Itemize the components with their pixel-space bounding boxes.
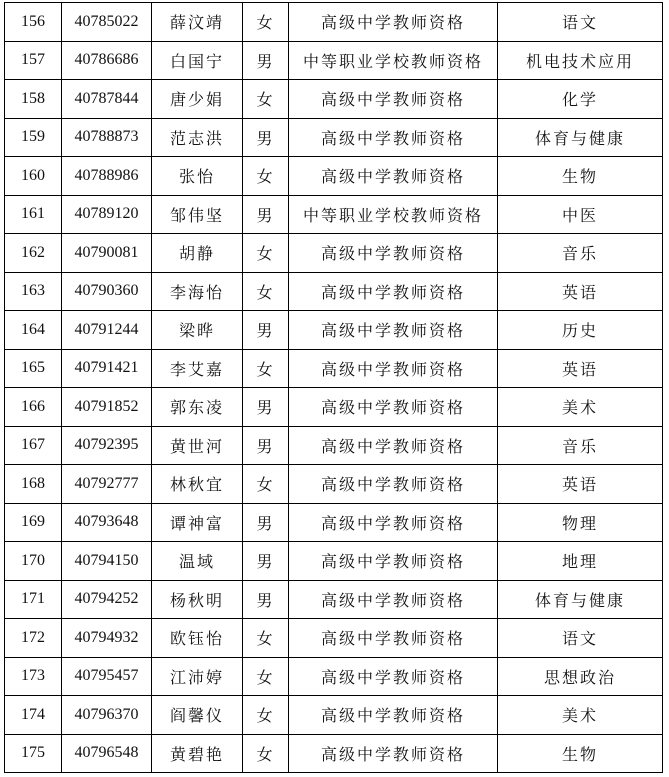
gender-cell: 男 — [243, 41, 289, 80]
row-number-cell: 175 — [5, 734, 62, 773]
table-row — [5, 619, 663, 658]
table-row — [5, 580, 663, 619]
gender-cell: 男 — [243, 503, 289, 542]
candidate-id-cell: 40794252 — [62, 580, 152, 619]
table-row — [5, 503, 663, 542]
table-row — [5, 157, 663, 196]
candidate-id-cell: 40790360 — [62, 272, 152, 311]
qualification-type-cell: 中等职业学校教师资格 — [289, 41, 498, 80]
candidate-name-cell: 李艾嘉 — [152, 349, 243, 388]
candidate-name-cell: 邹伟坚 — [152, 195, 243, 234]
candidate-id-cell: 40793648 — [62, 503, 152, 542]
table-row — [5, 3, 663, 42]
candidate-id-cell: 40788873 — [62, 118, 152, 157]
qualification-type-cell: 高级中学教师资格 — [289, 580, 498, 619]
gender-cell: 男 — [243, 388, 289, 427]
qualification-type-cell: 高级中学教师资格 — [289, 388, 498, 427]
table-row — [5, 388, 663, 427]
row-number-cell: 165 — [5, 349, 62, 388]
qualification-type-cell: 高级中学教师资格 — [289, 696, 498, 735]
subject-cell: 历史 — [498, 311, 663, 350]
candidate-name-cell: 胡静 — [152, 234, 243, 273]
candidate-name-cell: 范志洪 — [152, 118, 243, 157]
gender-cell: 男 — [243, 118, 289, 157]
candidate-name-cell: 薛汶靖 — [152, 3, 243, 42]
candidate-name-cell: 白国宁 — [152, 41, 243, 80]
row-number-cell: 167 — [5, 426, 62, 465]
candidate-id-cell: 40786686 — [62, 41, 152, 80]
row-number-cell: 159 — [5, 118, 62, 157]
candidate-id-cell: 40792395 — [62, 426, 152, 465]
table-row — [5, 426, 663, 465]
row-number-cell: 163 — [5, 272, 62, 311]
candidate-name-cell: 阎馨仪 — [152, 696, 243, 735]
table-row — [5, 80, 663, 119]
row-number-cell: 166 — [5, 388, 62, 427]
gender-cell: 女 — [243, 272, 289, 311]
subject-cell: 生物 — [498, 734, 663, 773]
candidate-id-cell: 40791421 — [62, 349, 152, 388]
table-row — [5, 465, 663, 504]
candidate-name-cell: 温域 — [152, 542, 243, 581]
gender-cell: 女 — [243, 734, 289, 773]
gender-cell: 女 — [243, 465, 289, 504]
subject-cell: 语文 — [498, 3, 663, 42]
row-number-cell: 160 — [5, 157, 62, 196]
gender-cell: 女 — [243, 657, 289, 696]
table-row — [5, 195, 663, 234]
qualification-type-cell: 高级中学教师资格 — [289, 118, 498, 157]
candidate-name-cell: 林秋宜 — [152, 465, 243, 504]
subject-cell: 生物 — [498, 157, 663, 196]
subject-cell: 语文 — [498, 619, 663, 658]
qualification-type-cell: 高级中学教师资格 — [289, 234, 498, 273]
row-number-cell: 171 — [5, 580, 62, 619]
gender-cell: 女 — [243, 234, 289, 273]
row-number-cell: 173 — [5, 657, 62, 696]
subject-cell: 美术 — [498, 696, 663, 735]
row-number-cell: 162 — [5, 234, 62, 273]
row-number-cell: 157 — [5, 41, 62, 80]
table-row — [5, 272, 663, 311]
table-row — [5, 542, 663, 581]
row-number-cell: 161 — [5, 195, 62, 234]
candidate-id-cell: 40787844 — [62, 80, 152, 119]
subject-cell: 体育与健康 — [498, 580, 663, 619]
subject-cell: 英语 — [498, 272, 663, 311]
qualification-type-cell: 高级中学教师资格 — [289, 311, 498, 350]
subject-cell: 思想政治 — [498, 657, 663, 696]
candidate-name-cell: 黄碧艳 — [152, 734, 243, 773]
qualification-type-cell: 高级中学教师资格 — [289, 80, 498, 119]
candidate-id-cell: 40796370 — [62, 696, 152, 735]
table-row — [5, 657, 663, 696]
qualification-type-cell: 高级中学教师资格 — [289, 272, 498, 311]
candidate-id-cell: 40789120 — [62, 195, 152, 234]
subject-cell: 中医 — [498, 195, 663, 234]
row-number-cell: 156 — [5, 3, 62, 42]
subject-cell: 机电技术应用 — [498, 41, 663, 80]
table-row — [5, 734, 663, 773]
candidate-name-cell: 谭神富 — [152, 503, 243, 542]
gender-cell: 男 — [243, 542, 289, 581]
row-number-cell: 174 — [5, 696, 62, 735]
gender-cell: 男 — [243, 311, 289, 350]
row-number-cell: 169 — [5, 503, 62, 542]
candidate-id-cell: 40792777 — [62, 465, 152, 504]
table-row — [5, 349, 663, 388]
subject-cell: 美术 — [498, 388, 663, 427]
candidate-name-cell: 欧钰怡 — [152, 619, 243, 658]
gender-cell: 男 — [243, 580, 289, 619]
table-row — [5, 234, 663, 273]
subject-cell: 音乐 — [498, 234, 663, 273]
candidate-name-cell: 张怡 — [152, 157, 243, 196]
qualification-type-cell: 高级中学教师资格 — [289, 542, 498, 581]
gender-cell: 女 — [243, 696, 289, 735]
candidate-name-cell: 郭东凌 — [152, 388, 243, 427]
row-number-cell: 158 — [5, 80, 62, 119]
table-row — [5, 311, 663, 350]
subject-cell: 英语 — [498, 465, 663, 504]
gender-cell: 女 — [243, 3, 289, 42]
candidate-id-cell: 40794150 — [62, 542, 152, 581]
subject-cell: 音乐 — [498, 426, 663, 465]
qualification-type-cell: 高级中学教师资格 — [289, 503, 498, 542]
qualification-type-cell: 高级中学教师资格 — [289, 734, 498, 773]
candidate-name-cell: 杨秋明 — [152, 580, 243, 619]
subject-cell: 化学 — [498, 80, 663, 119]
qualification-type-cell: 高级中学教师资格 — [289, 465, 498, 504]
qualification-type-cell: 高级中学教师资格 — [289, 657, 498, 696]
gender-cell: 女 — [243, 349, 289, 388]
qualification-type-cell: 高级中学教师资格 — [289, 3, 498, 42]
subject-cell: 英语 — [498, 349, 663, 388]
candidate-id-cell: 40794932 — [62, 619, 152, 658]
candidate-name-cell: 江沛婷 — [152, 657, 243, 696]
candidate-name-cell: 黄世河 — [152, 426, 243, 465]
candidate-id-cell: 40785022 — [62, 3, 152, 42]
gender-cell: 女 — [243, 157, 289, 196]
subject-cell: 地理 — [498, 542, 663, 581]
gender-cell: 女 — [243, 619, 289, 658]
table-row — [5, 118, 663, 157]
subject-cell: 物理 — [498, 503, 663, 542]
qualification-type-cell: 高级中学教师资格 — [289, 619, 498, 658]
candidate-id-cell: 40796548 — [62, 734, 152, 773]
table-body — [5, 3, 663, 773]
qualification-type-cell: 中等职业学校教师资格 — [289, 195, 498, 234]
row-number-cell: 168 — [5, 465, 62, 504]
candidate-name-cell: 唐少娟 — [152, 80, 243, 119]
qualification-type-cell: 高级中学教师资格 — [289, 426, 498, 465]
teacher-qualification-table — [4, 2, 663, 773]
row-number-cell: 170 — [5, 542, 62, 581]
table-row — [5, 41, 663, 80]
gender-cell: 男 — [243, 426, 289, 465]
candidate-id-cell: 40791852 — [62, 388, 152, 427]
table-row — [5, 696, 663, 735]
gender-cell: 男 — [243, 195, 289, 234]
qualification-type-cell: 高级中学教师资格 — [289, 157, 498, 196]
document-page — [4, 2, 662, 772]
gender-cell: 女 — [243, 80, 289, 119]
candidate-id-cell: 40788986 — [62, 157, 152, 196]
candidate-name-cell: 李海怡 — [152, 272, 243, 311]
candidate-id-cell: 40790081 — [62, 234, 152, 273]
candidate-id-cell: 40791244 — [62, 311, 152, 350]
candidate-id-cell: 40795457 — [62, 657, 152, 696]
row-number-cell: 164 — [5, 311, 62, 350]
qualification-type-cell: 高级中学教师资格 — [289, 349, 498, 388]
candidate-name-cell: 梁晔 — [152, 311, 243, 350]
row-number-cell: 172 — [5, 619, 62, 658]
subject-cell: 体育与健康 — [498, 118, 663, 157]
